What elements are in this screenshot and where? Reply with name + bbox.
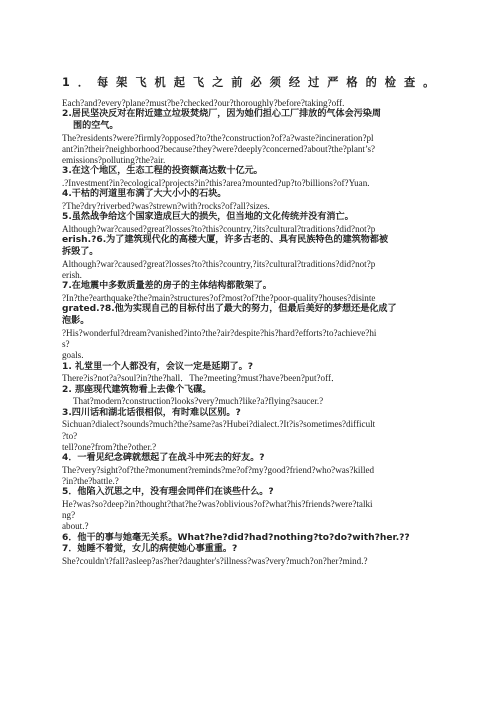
text-line: ?to? [62, 430, 78, 441]
text-line: 6．他干的事与她毫无关系。What?he?did?had?nothing?to?do?with?her.?? [62, 532, 410, 543]
text-line: ng? [62, 510, 76, 521]
text-line: 2.居民坚决反对在附近建立垃圾焚烧厂，因为她们担心工厂排放的气体会污染周 [62, 109, 381, 120]
text-line: ant?in?their?neighborhood?because?they?were?deeply?concerned?about?the?plant’s? [62, 144, 376, 154]
text-line: .?Investment?in?ecological?projects?in?this?area?mounted?up?to?billions?of?Yuan. [62, 178, 370, 189]
text-line: 5.虽然战争给这个国家造成巨大的损失，但当地的文化传统并没有消亡。 [62, 212, 354, 223]
text-line: Although?war?caused?great?losses?to?this?country,?its?cultural?traditions?did?not?p [62, 259, 376, 269]
text-line: She?couldn't?fall?asleep?as?her?daughter's?illness?was?very?much?on?her?mind.? [62, 556, 368, 567]
text-line: about.? [62, 521, 89, 532]
text-line: 7.在地震中多数质量差的房子的主体结构都散架了。 [62, 281, 272, 292]
text-line: Although?war?caused?great?losses?to?this?country,?its?cultural?traditions?did?not?p [62, 224, 376, 235]
text-line: 拆毁了。 [62, 247, 99, 258]
text-line: ?His?wonderful?dream?vanished?into?the?air?despite?his?hard?efforts?to?achieve?hi [62, 328, 377, 338]
text-line: emissions?polluting?the?air. [62, 155, 166, 166]
text-line: Sichuan?dialect?sounds?much?the?same?as?Hubei?dialect.?It?is?sometimes?difficult [62, 419, 376, 430]
text-line: That?modern?construction?looks?very?much?like?a?flying?saucer.? [73, 396, 324, 407]
text-line: 泡影。 [62, 316, 90, 327]
document-title: 1．每架飞机起飞之前必须经过严格的检查。 [62, 76, 443, 89]
text-line: ?in?the?battle.? [62, 476, 119, 487]
text-line: The?very?sight?of?the?monument?reminds?me?of?my?good?friend?who?was?killed [62, 464, 375, 475]
text-line: grated.?8.他为实现自己的目标付出了最大的努力，但最后美好的梦想还是化成了 [62, 304, 397, 315]
text-line: 5．他陷入沉思之中，没有理会同伴们在谈些什么。? [62, 487, 274, 498]
text-line: 7．她睡不着觉，女儿的病使她心事重重。? [62, 544, 238, 555]
text-line: 2. 那座现代建筑物看上去像个飞碟。 [62, 384, 212, 395]
text-line: erish. [62, 270, 82, 281]
text-line: He?was?so?deep?in?thought?that?he?was?oblivious?of?what?his?friends?were?talki [62, 499, 373, 510]
text-line: 围的空气。 [73, 121, 119, 131]
text-line: 4．一看见纪念碑就想起了在战斗中死去的好友。? [62, 453, 265, 464]
text-line: 3.在这个地区，生态工程的投资额高达数十亿元。 [62, 166, 263, 177]
text-line: The?residents?were?firmly?opposed?to?the?construction?of?a?waste?incineration?pl [62, 132, 374, 143]
text-line: There?is?not?a?soul?in?the?hall．The?meeting?must?have?been?put?off． [62, 373, 341, 384]
text-line: Each?and?every?plane?must?be?checked?our?thoroughly?before?taking?off. [62, 98, 345, 108]
text-line: 1. 礼堂里一个人都没有，会议一定是延期了。? [62, 361, 254, 372]
text-line: ?The?dry?riverbed?was?strewn?with?rocks?of?all?sizes. [62, 201, 270, 212]
text-line: ?In?the?earthquake?the?main?structures?of?most?of?the?poor-quality?houses?disinte [62, 293, 376, 304]
text-line: tell?one?from?the?other.? [62, 441, 157, 452]
text-line: 4.干枯的河道里布满了大大小小的石块。 [62, 189, 227, 200]
text-line: goals. [62, 350, 84, 361]
text-line: erish.?6.为了建筑现代化的高楼大厦，许多古老的、具有民族特色的建筑物都被 [62, 235, 389, 246]
text-line: s? [62, 339, 70, 350]
text-line: 3.四川话和湖北话很相似，有时难以区别。? [62, 407, 241, 418]
